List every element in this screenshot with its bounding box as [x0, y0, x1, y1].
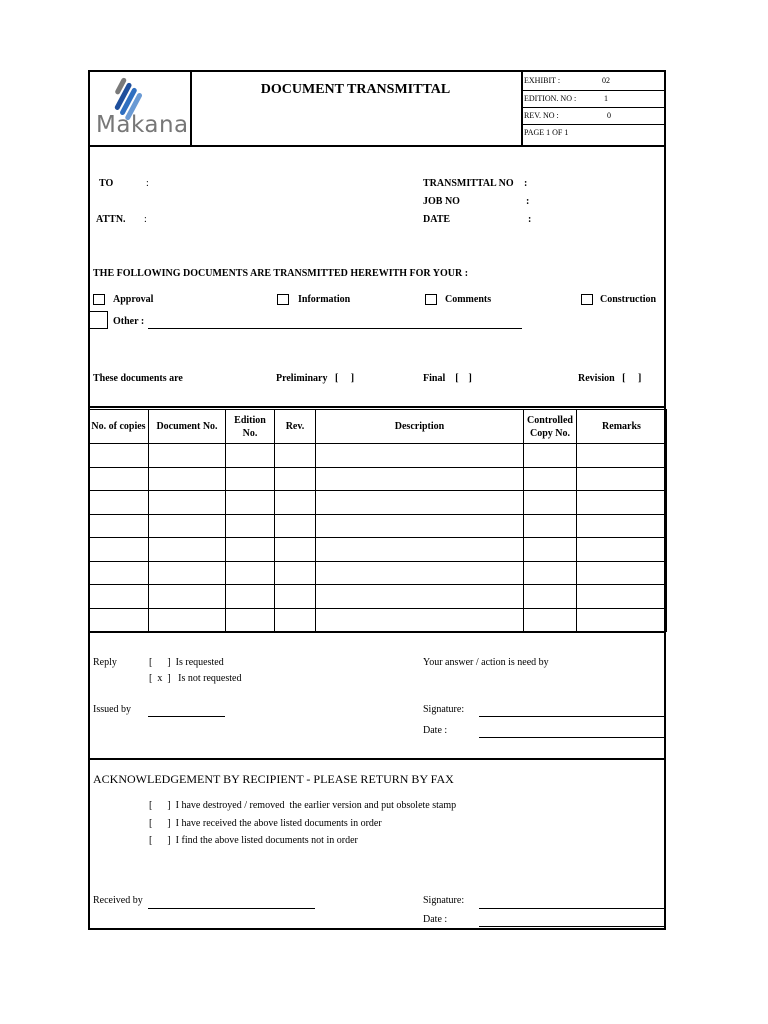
- table-cell[interactable]: [316, 561, 524, 585]
- table-row: [89, 561, 667, 585]
- attn-label: ATTN.: [96, 214, 126, 225]
- meta-rule: [522, 107, 666, 108]
- issued-by-label: Issued by: [93, 704, 132, 715]
- document-title: DOCUMENT TRANSMITTAL: [260, 82, 451, 97]
- meta-rule: [522, 124, 666, 125]
- section-rule: [88, 631, 666, 633]
- reply-date-input-line[interactable]: [479, 737, 666, 738]
- table-row: [89, 491, 667, 515]
- table-cell[interactable]: [149, 561, 226, 585]
- job-no-label: JOB NO: [423, 196, 460, 207]
- table-row: [89, 467, 667, 491]
- construction-label: Construction: [600, 294, 657, 305]
- table-cell[interactable]: [316, 514, 524, 538]
- table-cell[interactable]: [316, 585, 524, 609]
- page-label: PAGE 1 OF 1: [524, 128, 569, 137]
- header-bottom-rule: [88, 145, 666, 147]
- documents-table: [88, 409, 667, 632]
- table-cell[interactable]: [577, 444, 667, 468]
- exhibit-value: 02: [602, 76, 610, 85]
- table-cell[interactable]: [275, 608, 316, 632]
- table-cell[interactable]: [226, 561, 275, 585]
- table-cell[interactable]: [316, 467, 524, 491]
- reply-requested-option[interactable]: [ ] Is requested: [149, 657, 224, 668]
- attn-colon: :: [144, 214, 147, 225]
- reply-label: Reply: [93, 657, 117, 668]
- reply-not-requested-option[interactable]: [ x ] Is not requested: [149, 673, 242, 684]
- table-cell[interactable]: [89, 585, 149, 609]
- table-cell[interactable]: [524, 585, 577, 609]
- table-cell[interactable]: [226, 514, 275, 538]
- acknowledgement-heading: ACKNOWLEDGEMENT BY RECIPIENT - PLEASE RETURN BY FAX: [93, 772, 454, 786]
- issued-by-input-line[interactable]: [148, 716, 225, 717]
- table-row: [89, 444, 667, 468]
- ack-signature-label: Signature:: [423, 895, 465, 906]
- comments-checkbox[interactable]: [425, 294, 437, 305]
- ack-date-input-line[interactable]: [479, 926, 666, 927]
- job-no-colon: :: [526, 196, 530, 207]
- table-cell[interactable]: [275, 514, 316, 538]
- signature-input-line[interactable]: [479, 716, 666, 717]
- ack-not-in-order-option[interactable]: [ ] I find the above listed documents not in order: [149, 835, 358, 846]
- revision-option[interactable]: Revision [ ]: [578, 373, 642, 384]
- ack-date-label: Date :: [423, 914, 448, 925]
- table-cell[interactable]: [316, 491, 524, 515]
- other-checkbox[interactable]: [88, 311, 108, 329]
- reply-date-label: Date :: [423, 725, 448, 736]
- table-cell[interactable]: [149, 585, 226, 609]
- table-cell[interactable]: [149, 514, 226, 538]
- header-divider: [521, 70, 523, 146]
- section-rule: [88, 406, 666, 408]
- logo-wordmark: Makana: [96, 112, 189, 138]
- table-cell[interactable]: [577, 514, 667, 538]
- table-cell[interactable]: [577, 585, 667, 609]
- construction-checkbox[interactable]: [581, 294, 593, 305]
- date-colon: :: [528, 214, 532, 225]
- table-cell[interactable]: [226, 467, 275, 491]
- table-cell[interactable]: [89, 514, 149, 538]
- other-input-line[interactable]: [148, 328, 522, 329]
- table-cell[interactable]: [524, 608, 577, 632]
- table-cell[interactable]: [226, 585, 275, 609]
- received-by-input-line[interactable]: [148, 908, 315, 909]
- received-by-label: Received by: [93, 895, 143, 906]
- approval-label: Approval: [113, 294, 154, 305]
- table-cell[interactable]: [275, 444, 316, 468]
- table-cell[interactable]: [89, 608, 149, 632]
- table-row: [89, 585, 667, 609]
- approval-checkbox[interactable]: [93, 294, 105, 305]
- table-header-row: [89, 410, 667, 444]
- company-logo: [96, 76, 189, 142]
- table-cell[interactable]: [275, 467, 316, 491]
- rev-label: REV. NO :: [524, 111, 559, 120]
- exhibit-label: EXHIBIT :: [524, 76, 561, 85]
- table-cell[interactable]: [226, 444, 275, 468]
- edition-value: 1: [604, 94, 608, 103]
- table-cell[interactable]: [524, 444, 577, 468]
- table-cell[interactable]: [316, 538, 524, 562]
- table-cell[interactable]: [524, 538, 577, 562]
- table-cell[interactable]: [524, 514, 577, 538]
- rev-value: 0: [607, 111, 611, 120]
- status-label: These documents are: [93, 373, 183, 384]
- signature-label: Signature:: [423, 704, 465, 715]
- table-cell[interactable]: [577, 561, 667, 585]
- meta-rule: [522, 90, 666, 91]
- table-cell[interactable]: [149, 444, 226, 468]
- table-cell[interactable]: [524, 491, 577, 515]
- table-cell[interactable]: [226, 491, 275, 515]
- preliminary-option[interactable]: Preliminary [ ]: [276, 373, 355, 384]
- table-cell[interactable]: [149, 491, 226, 515]
- column-header: Controlled Copy No.: [524, 410, 577, 444]
- table-cell[interactable]: [577, 491, 667, 515]
- table-cell[interactable]: [226, 608, 275, 632]
- section-rule: [88, 758, 666, 760]
- ack-destroyed-option[interactable]: [ ] I have destroyed / removed the earlier version and put obsolete stamp: [149, 800, 457, 811]
- table-row: [89, 538, 667, 562]
- table-cell[interactable]: [149, 608, 226, 632]
- table-cell[interactable]: [524, 467, 577, 491]
- column-header: Rev.: [275, 410, 316, 444]
- table-row: [89, 514, 667, 538]
- table-cell[interactable]: [577, 608, 667, 632]
- ack-received-option[interactable]: [ ] I have received the above listed documents in order: [149, 818, 382, 829]
- table-cell[interactable]: [149, 467, 226, 491]
- purpose-heading: THE FOLLOWING DOCUMENTS ARE TRANSMITTED HEREWITH FOR YOUR :: [93, 268, 469, 279]
- information-checkbox[interactable]: [277, 294, 289, 305]
- table-cell[interactable]: [316, 608, 524, 632]
- column-header: Document No.: [149, 410, 226, 444]
- table-cell[interactable]: [275, 585, 316, 609]
- table-cell[interactable]: [89, 491, 149, 515]
- information-label: Information: [298, 294, 351, 305]
- comments-label: Comments: [445, 294, 492, 305]
- transmittal-no-colon: :: [524, 178, 528, 189]
- table-cell[interactable]: [226, 538, 275, 562]
- transmittal-no-label: TRANSMITTAL NO: [423, 178, 514, 189]
- ack-signature-input-line[interactable]: [479, 908, 666, 909]
- table-cell[interactable]: [89, 561, 149, 585]
- edition-label: EDITION. NO :: [524, 94, 577, 103]
- table-cell[interactable]: [275, 538, 316, 562]
- table-cell[interactable]: [89, 538, 149, 562]
- table-cell[interactable]: [275, 561, 316, 585]
- other-label: Other :: [113, 316, 145, 327]
- table-cell[interactable]: [275, 491, 316, 515]
- table-row: [89, 608, 667, 632]
- date-label: DATE: [423, 214, 451, 225]
- table-cell[interactable]: [577, 467, 667, 491]
- table-cell[interactable]: [316, 444, 524, 468]
- table-cell[interactable]: [89, 467, 149, 491]
- answer-label: Your answer / action is need by: [423, 657, 549, 668]
- table-cell[interactable]: [89, 444, 149, 468]
- column-header: Remarks: [577, 410, 667, 444]
- column-header: No. of copies: [89, 410, 149, 444]
- to-label: TO: [99, 178, 114, 189]
- table-cell[interactable]: [149, 538, 226, 562]
- column-header: Description: [316, 410, 524, 444]
- table-cell[interactable]: [524, 561, 577, 585]
- to-colon: :: [146, 178, 149, 189]
- final-option[interactable]: Final [ ]: [423, 373, 472, 384]
- column-header: Edition No.: [226, 410, 275, 444]
- table-cell[interactable]: [577, 538, 667, 562]
